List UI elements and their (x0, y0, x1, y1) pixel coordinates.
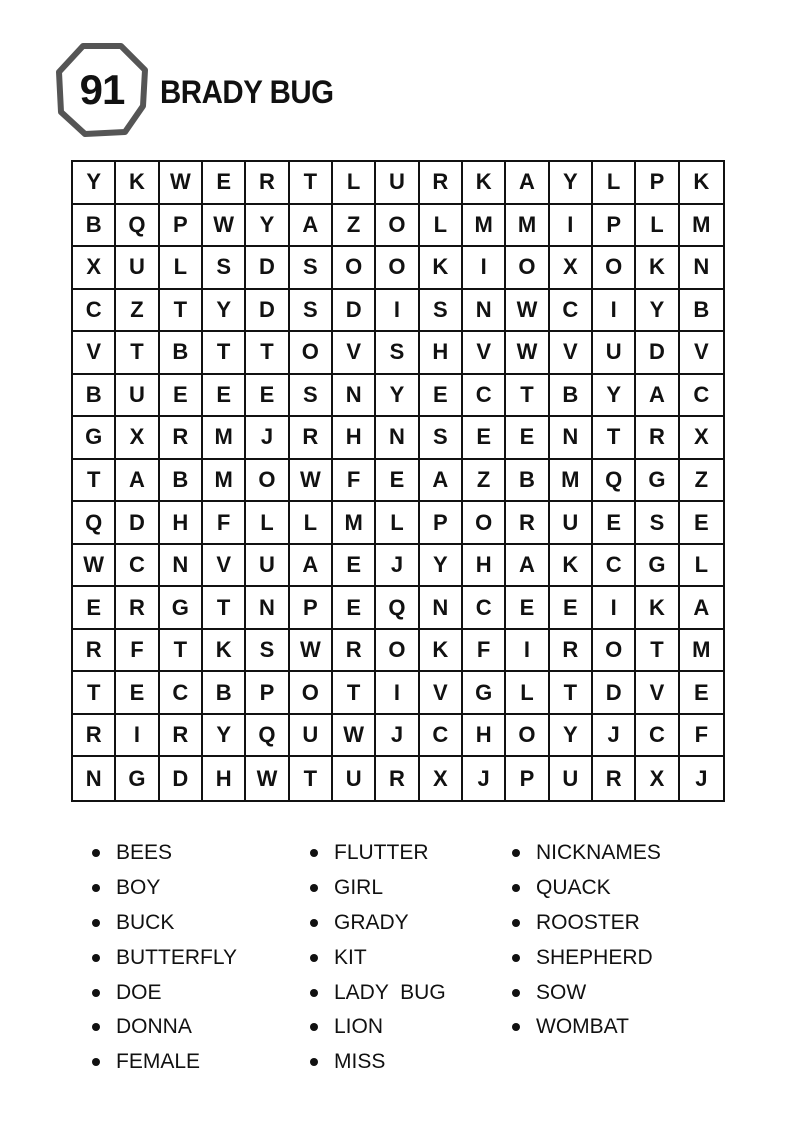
bullet-icon (310, 849, 318, 857)
grid-cell[interactable]: U (376, 162, 419, 205)
grid-cell[interactable]: R (420, 162, 463, 205)
bullet-icon (92, 1023, 100, 1031)
word-label: LION (334, 1015, 384, 1039)
grid-cell[interactable]: J (376, 545, 419, 588)
word-label: SOW (536, 980, 587, 1004)
grid-cell[interactable]: V (636, 672, 679, 715)
grid-cell[interactable]: T (290, 757, 333, 800)
grid-cell[interactable]: B (73, 205, 116, 248)
grid-cell[interactable]: X (420, 757, 463, 800)
grid-cell[interactable]: X (116, 417, 159, 460)
grid-cell[interactable]: D (246, 290, 289, 333)
grid-cell[interactable]: C (463, 375, 506, 418)
word-list-column (90, 836, 237, 1080)
grid-cell[interactable]: C (593, 545, 636, 588)
grid-cell[interactable]: Y (593, 375, 636, 418)
grid-cell[interactable]: Z (463, 460, 506, 503)
grid-cell[interactable]: S (246, 630, 289, 673)
grid-cell[interactable]: Z (680, 460, 723, 503)
word-label: BOY (116, 876, 161, 900)
grid-cell[interactable]: T (203, 332, 246, 375)
word-list-item (90, 906, 237, 941)
grid-cell[interactable]: U (593, 332, 636, 375)
grid-cell[interactable]: O (376, 630, 419, 673)
grid-cell[interactable]: M (203, 460, 246, 503)
grid-cell[interactable]: U (290, 715, 333, 758)
grid-cell[interactable]: D (636, 332, 679, 375)
grid-cell[interactable]: T (73, 460, 116, 503)
grid-cell[interactable]: B (680, 290, 723, 333)
grid-cell[interactable]: E (463, 417, 506, 460)
grid-cell[interactable]: M (463, 205, 506, 248)
grid-cell[interactable]: T (116, 332, 159, 375)
grid-cell[interactable]: L (506, 672, 549, 715)
word-list-item (90, 940, 237, 975)
grid-cell[interactable]: H (160, 502, 203, 545)
word-list-item (308, 975, 446, 1010)
grid-cell[interactable]: U (116, 375, 159, 418)
grid-cell[interactable]: O (246, 460, 289, 503)
grid-cell[interactable]: Y (246, 205, 289, 248)
grid-cell[interactable]: M (203, 417, 246, 460)
grid-cell[interactable]: P (506, 757, 549, 800)
puzzle-number: 91 (79, 66, 125, 113)
grid-cell[interactable]: C (463, 587, 506, 630)
bullet-icon (512, 884, 520, 892)
word-label: WOMBAT (536, 1015, 629, 1039)
word-label: SHEPHERD (536, 945, 653, 969)
bullet-icon (310, 954, 318, 962)
word-list-item (510, 940, 661, 975)
grid-cell[interactable]: E (333, 545, 376, 588)
bullet-icon (310, 989, 318, 997)
grid-cell[interactable]: E (116, 672, 159, 715)
word-list-item (90, 836, 237, 871)
grid-cell[interactable]: J (695, 765, 708, 791)
grid-cell[interactable]: Z (333, 205, 376, 248)
grid-cell[interactable]: V (420, 672, 463, 715)
grid-cell[interactable]: J (376, 715, 419, 758)
grid-cell[interactable]: U (246, 545, 289, 588)
grid-cell[interactable]: V (680, 332, 723, 375)
grid-cell[interactable]: R (290, 417, 333, 460)
grid-cell[interactable]: R (73, 715, 116, 758)
word-label: GRADY (334, 910, 409, 934)
word-label: LADY BUG (334, 980, 446, 1004)
bullet-icon (310, 919, 318, 927)
grid-cell[interactable]: S (290, 290, 333, 333)
grid-cell[interactable]: E (680, 502, 723, 545)
grid-cell[interactable]: Y (636, 290, 679, 333)
grid-cell[interactable]: W (506, 332, 549, 375)
grid-cell[interactable]: A (680, 587, 723, 630)
grid-cell[interactable]: N (463, 290, 506, 333)
grid-cell[interactable]: T (506, 375, 549, 418)
grid-cell[interactable]: T (160, 630, 203, 673)
grid-cell[interactable]: U (550, 757, 593, 800)
grid-cell[interactable]: I (506, 630, 549, 673)
word-list-column (308, 836, 446, 1080)
word-label: DOE (116, 980, 162, 1004)
grid-cell[interactable]: Y (420, 545, 463, 588)
grid-cell[interactable]: L (333, 162, 376, 205)
grid-cell[interactable]: K (680, 162, 723, 205)
grid-cell[interactable]: R (636, 417, 679, 460)
grid-cell[interactable]: T (550, 672, 593, 715)
word-list-item (90, 1045, 237, 1080)
grid-cell[interactable]: N (550, 417, 593, 460)
grid-cell[interactable]: S (376, 332, 419, 375)
grid-cell[interactable]: S (290, 247, 333, 290)
grid-cell[interactable]: J (593, 715, 636, 758)
grid-cell[interactable]: U (550, 502, 593, 545)
grid-cell[interactable]: E (333, 587, 376, 630)
grid-cell[interactable]: M (506, 205, 549, 248)
grid-cell[interactable]: F (333, 460, 376, 503)
word-list (90, 836, 730, 1081)
word-list-item (510, 975, 661, 1010)
grid-cell[interactable]: B (550, 375, 593, 418)
grid-cell[interactable]: T (246, 332, 289, 375)
grid-cell[interactable]: Q (246, 715, 289, 758)
grid-cell[interactable]: P (160, 205, 203, 248)
grid-cell[interactable]: T (73, 672, 116, 715)
grid-cell[interactable]: K (116, 162, 159, 205)
grid-cell[interactable]: H (463, 715, 506, 758)
grid-cell[interactable]: I (593, 290, 636, 333)
grid-cell[interactable]: C (116, 545, 159, 588)
grid-cell[interactable]: I (463, 247, 506, 290)
grid-cell[interactable]: N (73, 757, 116, 800)
grid-cell[interactable]: A (290, 205, 333, 248)
word-list-column (510, 836, 661, 1045)
grid-cell[interactable]: F (680, 715, 723, 758)
grid-cell[interactable]: L (290, 502, 333, 545)
grid-cell[interactable]: V (73, 332, 116, 375)
grid-cell[interactable]: M (680, 630, 723, 673)
grid-cell[interactable]: K (636, 587, 679, 630)
grid-cell[interactable]: W (290, 460, 333, 503)
grid-cell[interactable]: G (116, 757, 159, 800)
grid-cell[interactable]: H (420, 332, 463, 375)
grid-cell[interactable]: M (680, 205, 723, 248)
bullet-icon (92, 884, 100, 892)
grid-cell[interactable]: F (116, 630, 159, 673)
grid-cell[interactable]: D (593, 672, 636, 715)
grid-cell[interactable]: C (680, 375, 723, 418)
grid-cell[interactable]: W (290, 630, 333, 673)
bullet-icon (512, 954, 520, 962)
grid-cell[interactable]: Z (116, 290, 159, 333)
grid-cell[interactable]: T (203, 587, 246, 630)
bullet-icon (310, 1058, 318, 1066)
grid-cell[interactable]: Q (593, 460, 636, 503)
grid-cell[interactable]: W (506, 290, 549, 333)
grid-cell[interactable]: E (593, 502, 636, 545)
grid-cell[interactable]: O (463, 502, 506, 545)
grid-cell[interactable]: S (420, 290, 463, 333)
grid-cell[interactable]: L (680, 545, 723, 588)
grid-cell[interactable]: B (160, 332, 203, 375)
grid-cell[interactable]: C (73, 290, 116, 333)
grid-cell[interactable]: O (593, 630, 636, 673)
grid-cell[interactable]: R (550, 630, 593, 673)
grid-cell[interactable]: O (290, 332, 333, 375)
word-list-item (308, 940, 446, 975)
bullet-icon (512, 989, 520, 997)
grid-cell[interactable]: B (73, 375, 116, 418)
grid-cell[interactable]: C (550, 290, 593, 333)
grid-cell[interactable]: O (376, 247, 419, 290)
grid-cell[interactable]: C (636, 715, 679, 758)
word-list-item (90, 975, 237, 1010)
grid-cell[interactable]: I (376, 290, 419, 333)
grid-cell[interactable]: K (420, 247, 463, 290)
grid-cell[interactable]: X (680, 417, 723, 460)
grid-cell[interactable]: T (333, 672, 376, 715)
grid-cell[interactable]: N (246, 587, 289, 630)
grid-cell[interactable]: E (680, 672, 723, 715)
grid-cell[interactable]: K (463, 162, 506, 205)
word-label: FLUTTER (334, 841, 429, 865)
grid-cell[interactable]: Y (550, 162, 593, 205)
grid-cell[interactable]: L (420, 205, 463, 248)
word-list-item (90, 1010, 237, 1045)
grid-cell[interactable]: J (246, 417, 289, 460)
word-list-item (308, 836, 446, 871)
word-label: MISS (334, 1050, 386, 1074)
word-label: BUCK (116, 910, 175, 934)
word-list-item (90, 871, 237, 906)
word-list-item (308, 1045, 446, 1080)
grid-cell[interactable]: X (550, 247, 593, 290)
grid-cell[interactable]: I (593, 587, 636, 630)
grid-cell[interactable]: H (333, 417, 376, 460)
grid-cell[interactable]: E (160, 375, 203, 418)
grid-cell[interactable]: R (160, 715, 203, 758)
grid-cell[interactable]: Y (203, 290, 246, 333)
grid-cell[interactable]: R (73, 630, 116, 673)
grid-cell[interactable]: K (203, 630, 246, 673)
grid-cell[interactable]: C (160, 672, 203, 715)
grid-cell[interactable]: Q (376, 587, 419, 630)
grid-cell[interactable]: V (333, 332, 376, 375)
grid-cell[interactable]: L (593, 162, 636, 205)
grid-cell[interactable]: A (420, 460, 463, 503)
grid-cell[interactable]: D (333, 290, 376, 333)
grid-cell[interactable]: P (593, 205, 636, 248)
bullet-icon (310, 884, 318, 892)
grid-cell[interactable]: X (636, 757, 679, 800)
bullet-icon (92, 919, 100, 927)
grid-cell[interactable]: P (636, 162, 679, 205)
grid-cell[interactable]: R (333, 630, 376, 673)
grid-cell[interactable]: S (420, 417, 463, 460)
grid-cell[interactable]: O (506, 715, 549, 758)
bullet-icon (92, 954, 100, 962)
bullet-icon (92, 849, 100, 857)
grid-cell[interactable]: N (160, 545, 203, 588)
grid-cell[interactable]: G (160, 587, 203, 630)
bullet-icon (310, 1023, 318, 1031)
grid-cell[interactable]: B (203, 672, 246, 715)
bullet-icon (512, 919, 520, 927)
grid-cell[interactable]: R (506, 502, 549, 545)
bullet-icon (512, 1023, 520, 1031)
grid-cell[interactable]: S (290, 375, 333, 418)
grid-cell[interactable]: R (160, 417, 203, 460)
grid-cell[interactable]: R (376, 757, 419, 800)
grid-cell[interactable]: A (506, 162, 549, 205)
grid-cell[interactable]: F (463, 630, 506, 673)
grid-cell[interactable]: T (160, 290, 203, 333)
grid-cell[interactable]: I (376, 672, 419, 715)
grid-cell[interactable]: O (333, 247, 376, 290)
grid-cell[interactable]: I (116, 715, 159, 758)
grid-cell[interactable]: W (203, 205, 246, 248)
grid-cell[interactable]: X (73, 247, 116, 290)
grid-cell[interactable]: S (203, 247, 246, 290)
grid-cell[interactable]: N (333, 375, 376, 418)
grid-cell[interactable]: Q (73, 502, 116, 545)
grid-cell[interactable]: I (550, 205, 593, 248)
word-label: FEMALE (116, 1050, 201, 1074)
grid-cell[interactable]: O (376, 205, 419, 248)
grid-cell[interactable]: M (550, 460, 593, 503)
grid-cell[interactable]: Y (73, 162, 116, 205)
grid-cell[interactable]: E (376, 460, 419, 503)
grid-cell[interactable]: W (160, 162, 203, 205)
grid-cell[interactable]: G (636, 460, 679, 503)
word-label: NICKNAMES (536, 841, 661, 865)
grid-cell[interactable]: G (463, 672, 506, 715)
grid-cell[interactable]: D (116, 502, 159, 545)
grid-cell[interactable]: K (550, 545, 593, 588)
word-list-item (510, 1010, 661, 1045)
grid-cell[interactable]: A (636, 375, 679, 418)
word-list-item (510, 906, 661, 941)
grid-cell[interactable]: Y (376, 375, 419, 418)
grid-cell[interactable]: P (290, 587, 333, 630)
grid-cell[interactable]: U (116, 247, 159, 290)
grid-cell[interactable]: V (203, 545, 246, 588)
grid-cell[interactable]: M (333, 502, 376, 545)
grid-cell[interactable]: D (246, 247, 289, 290)
grid-cell[interactable]: E (506, 417, 549, 460)
grid-cell[interactable]: L (376, 502, 419, 545)
grid-cell[interactable]: N (680, 247, 723, 290)
bullet-icon (512, 849, 520, 857)
bullet-icon (92, 1058, 100, 1066)
word-label: ROOSTER (536, 910, 640, 934)
puzzle-number-badge (55, 42, 149, 138)
word-label: QUACK (536, 876, 611, 900)
grid-cell[interactable]: W (333, 715, 376, 758)
grid-cell[interactable]: O (506, 247, 549, 290)
grid-cell[interactable]: R (246, 162, 289, 205)
word-list-item (510, 836, 661, 871)
grid-cell[interactable]: L (636, 205, 679, 248)
grid-cell[interactable]: F (203, 502, 246, 545)
grid-cell[interactable]: E (203, 162, 246, 205)
grid-cell[interactable]: A (116, 460, 159, 503)
bullet-icon (92, 989, 100, 997)
grid-cell[interactable]: S (636, 502, 679, 545)
grid-cell[interactable]: V (463, 332, 506, 375)
grid-cell[interactable]: Y (550, 715, 593, 758)
grid-cell[interactable]: T (290, 162, 333, 205)
grid-cell[interactable]: H (203, 757, 246, 800)
grid-cell[interactable]: N (420, 587, 463, 630)
word-search-grid (71, 160, 725, 802)
word-list-item (308, 871, 446, 906)
grid-cell[interactable]: H (463, 545, 506, 588)
grid-cell[interactable]: Y (203, 715, 246, 758)
word-list-item (308, 906, 446, 941)
grid-cell[interactable]: K (420, 630, 463, 673)
grid-cell[interactable]: A (290, 545, 333, 588)
grid-cell[interactable]: Q (116, 205, 159, 248)
word-label: BUTTERFLY (116, 945, 237, 969)
word-list-item (308, 1010, 446, 1045)
grid-cell[interactable]: W (73, 545, 116, 588)
grid-cell[interactable]: N (376, 417, 419, 460)
grid-cell[interactable]: B (506, 460, 549, 503)
word-label: DONNA (116, 1015, 192, 1039)
grid-cell[interactable]: C (420, 715, 463, 758)
puzzle-title: BRADY BUG (160, 74, 334, 110)
grid-cell[interactable]: W (246, 757, 289, 800)
grid-cell[interactable]: R (116, 587, 159, 630)
grid-cell[interactable]: E (506, 587, 549, 630)
grid-cell[interactable]: L (160, 247, 203, 290)
grid-cell[interactable]: U (333, 757, 376, 800)
grid-cell[interactable]: E (550, 587, 593, 630)
grid-cell[interactable]: V (550, 332, 593, 375)
grid-cell[interactable]: K (636, 247, 679, 290)
word-label: KIT (334, 945, 367, 969)
grid-cell[interactable]: O (593, 247, 636, 290)
word-list-item (510, 871, 661, 906)
word-label: BEES (116, 841, 173, 865)
grid-cell[interactable]: T (593, 417, 636, 460)
grid-cell[interactable]: E (73, 587, 116, 630)
grid-cell[interactable]: A (506, 545, 549, 588)
grid-cell[interactable]: G (73, 417, 116, 460)
grid-cell[interactable]: E (246, 375, 289, 418)
grid-cell[interactable]: G (636, 545, 679, 588)
grid-cell[interactable]: D (160, 757, 203, 800)
grid-cell[interactable]: E (420, 375, 463, 418)
grid-cell[interactable]: O (290, 672, 333, 715)
word-label: GIRL (334, 876, 384, 900)
grid-cell[interactable]: B (160, 460, 203, 503)
grid-cell[interactable]: P (246, 672, 289, 715)
grid-cell[interactable]: L (246, 502, 289, 545)
grid-cell[interactable]: J (463, 757, 506, 800)
grid-cell[interactable]: E (203, 375, 246, 418)
grid-cell[interactable]: R (593, 757, 636, 800)
grid-cell[interactable]: T (636, 630, 679, 673)
grid-cell[interactable]: P (420, 502, 463, 545)
